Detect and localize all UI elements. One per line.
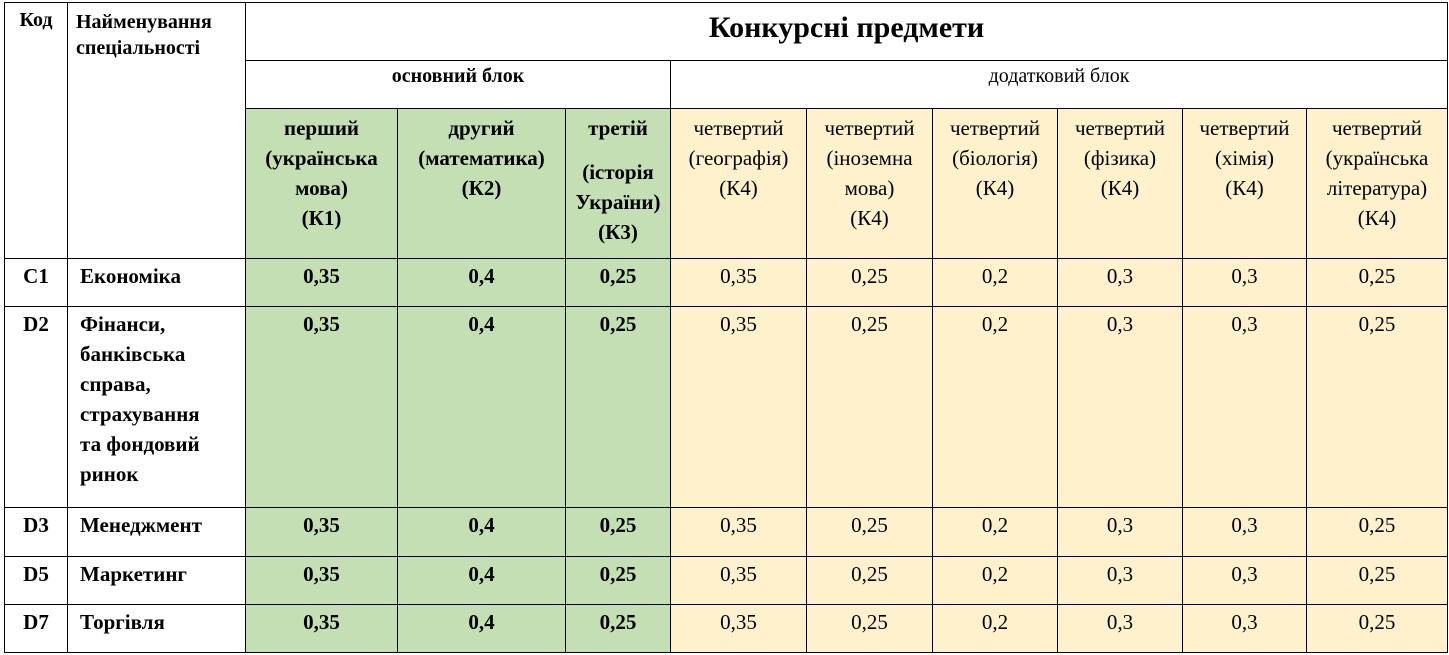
specialty-code: C1: [5, 259, 68, 307]
header-code: Код: [5, 3, 68, 259]
weight-cell: 0,35: [671, 508, 807, 557]
table-row: [5, 307, 1448, 508]
weight-cell: 0,35: [246, 307, 398, 508]
specialty-name: Менеджмент: [68, 508, 246, 557]
specialty-name: Маркетинг: [68, 557, 246, 605]
weight-cell: 0,25: [1307, 307, 1448, 508]
subject-header: четвертий (іноземна мова) (К4): [807, 109, 933, 259]
header-additional-block: додатковий блок: [671, 61, 1448, 109]
weight-cell: 0,35: [671, 557, 807, 605]
weight-cell: 0,25: [807, 605, 933, 653]
specialty-code: D2: [5, 307, 68, 508]
weight-cell: 0,25: [566, 307, 671, 508]
weight-cell: 0,25: [807, 508, 933, 557]
subject-header: перший (українська мова) (К1): [246, 109, 398, 259]
weight-cell: 0,3: [1058, 307, 1183, 508]
weight-cell: 0,25: [807, 259, 933, 307]
weight-cell: 0,25: [807, 307, 933, 508]
specialty-name: Торгівля: [68, 605, 246, 653]
weight-cell: 0,2: [933, 557, 1058, 605]
weight-cell: 0,25: [566, 259, 671, 307]
subject-header: четвертий (хімія) (К4): [1183, 109, 1307, 259]
weight-cell: 0,25: [1307, 605, 1448, 653]
weight-cell: 0,2: [933, 605, 1058, 653]
weight-cell: 0,25: [566, 508, 671, 557]
weight-cell: 0,4: [398, 259, 566, 307]
subjects-weights-table: [4, 2, 1448, 653]
subject-header: четвертий (фізика) (К4): [1058, 109, 1183, 259]
weight-cell: 0,25: [1307, 557, 1448, 605]
weight-cell: 0,25: [1307, 508, 1448, 557]
weight-cell: 0,4: [398, 605, 566, 653]
specialty-name: Економіка: [68, 259, 246, 307]
weight-cell: 0,25: [807, 557, 933, 605]
subject-header: четвертий (географія) (К4): [671, 109, 807, 259]
weight-cell: 0,4: [398, 508, 566, 557]
header-main-block: основний блок: [246, 61, 671, 109]
weight-cell: 0,2: [933, 508, 1058, 557]
weight-cell: 0,3: [1058, 259, 1183, 307]
subject-header: четвертий (біологія) (К4): [933, 109, 1058, 259]
weight-cell: 0,3: [1183, 605, 1307, 653]
weight-cell: 0,2: [933, 307, 1058, 508]
weight-cell: 0,4: [398, 557, 566, 605]
specialty-name: Фінанси, банківська справа, страхування та фондовий ринок: [68, 307, 246, 508]
table-title: Конкурсні предмети: [246, 3, 1448, 61]
subject-header: третій (історія України) (К3): [566, 109, 671, 259]
weight-cell: 0,25: [566, 605, 671, 653]
header-row-title: [5, 3, 1448, 61]
specialty-code: D7: [5, 605, 68, 653]
table-row: [5, 557, 1448, 605]
weight-cell: 0,35: [246, 259, 398, 307]
table-row: [5, 259, 1448, 307]
weight-cell: 0,3: [1183, 557, 1307, 605]
weight-cell: 0,2: [933, 259, 1058, 307]
weight-cell: 0,3: [1058, 508, 1183, 557]
subject-header: другий (математика) (К2): [398, 109, 566, 259]
weight-cell: 0,3: [1058, 557, 1183, 605]
weight-cell: 0,35: [671, 259, 807, 307]
weight-cell: 0,35: [246, 605, 398, 653]
weight-cell: 0,3: [1183, 508, 1307, 557]
weight-cell: 0,35: [671, 605, 807, 653]
specialty-code: D3: [5, 508, 68, 557]
weight-cell: 0,35: [246, 557, 398, 605]
weight-cell: 0,4: [398, 307, 566, 508]
weight-cell: 0,3: [1183, 307, 1307, 508]
weight-cell: 0,25: [566, 557, 671, 605]
weight-cell: 0,35: [246, 508, 398, 557]
weight-cell: 0,3: [1058, 605, 1183, 653]
weight-cell: 0,3: [1183, 259, 1307, 307]
header-specialty-name: Найменування спеціальності: [68, 3, 246, 259]
weight-cell: 0,35: [671, 307, 807, 508]
table-row: [5, 605, 1448, 653]
table-row: [5, 508, 1448, 557]
subject-header: четвертий (українська література) (К4): [1307, 109, 1448, 259]
specialty-code: D5: [5, 557, 68, 605]
weight-cell: 0,25: [1307, 259, 1448, 307]
